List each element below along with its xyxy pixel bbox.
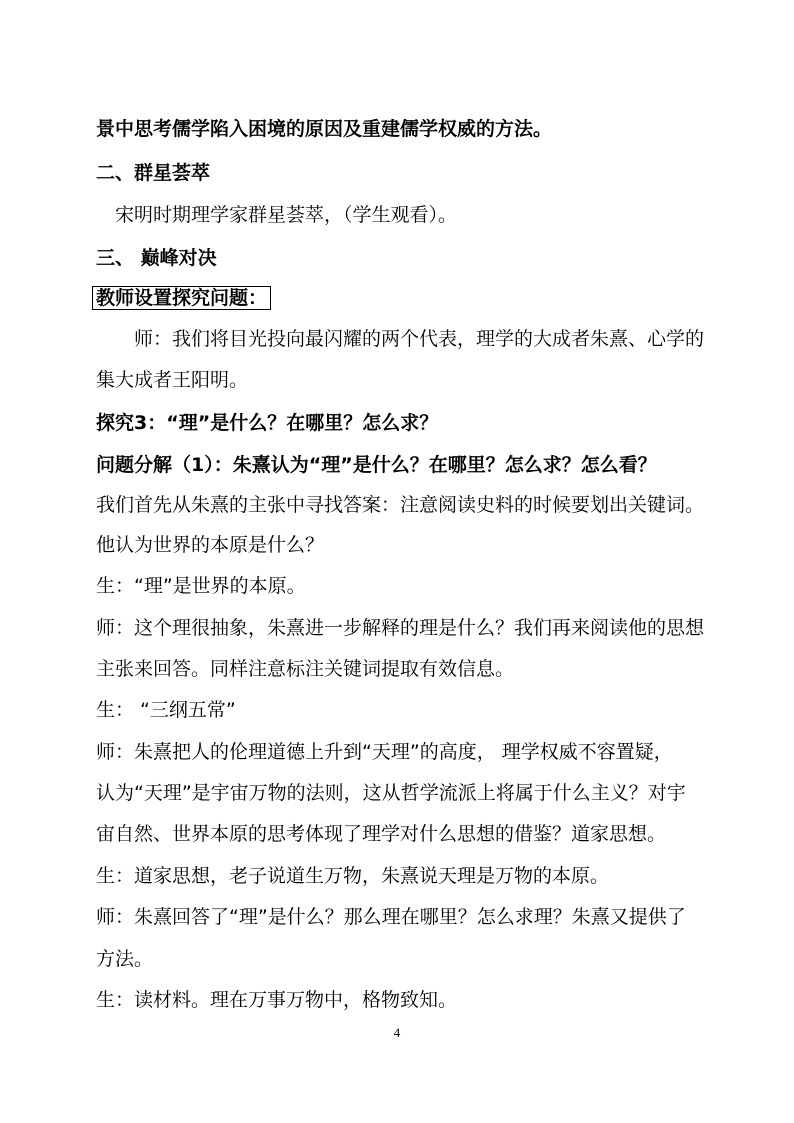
question-heading: 问题分解（1）：朱熹认为“理”是什么？在哪里？怎么求？怎么看？ [96, 454, 657, 476]
paragraph-line: 他认为世界的本原是什么？ [96, 534, 325, 556]
boxed-heading [96, 285, 271, 311]
boxed-heading-text: 教师设置探究问题： [92, 286, 271, 310]
paragraph-line: 方法。 [96, 948, 154, 970]
paragraph-line: 生：道家思想，老子说道生万物，朱熹说天理是万物的本原。 [96, 865, 610, 887]
paragraph-line: 宙自然、世界本原的思考体现了理学对什么思想的借鉴？道家思想。 [96, 823, 667, 845]
paragraph-line: 主张来回答。同样注意标注关键词提取有效信息。 [96, 658, 515, 680]
paragraph-line: 师：朱熹回答了“理”是什么？那么理在哪里？怎么求理？朱熹又提供了 [96, 906, 686, 928]
section-heading: 三、 巅峰对决 [96, 247, 217, 269]
paragraph-line: 宋明时期理学家群星荟萃，（学生观看）。 [115, 204, 458, 226]
section-heading: 二、群星荟萃 [96, 162, 211, 184]
paragraph-line: 景中思考儒学陷入困境的原因及重建儒学权威的方法。 [96, 118, 553, 140]
question-heading: 探究3：“理”是什么？在哪里？怎么求？ [96, 412, 439, 434]
paragraph-line: 师：朱熹把人的伦理道德上升到“天理”的高度， 理学权威不容置疑， [96, 741, 673, 763]
paragraph-line: 师：我们将目光投向最闪耀的两个代表，理学的大成者朱熹、心学的 [134, 328, 705, 350]
paragraph-line: 生：“理”是世界的本原。 [96, 575, 306, 597]
paragraph-line: 生： “三纲五常” [96, 699, 236, 721]
paragraph-line: 集大成者王阳明。 [96, 369, 249, 391]
paragraph-line: 生：读材料。理在万事万物中，格物致知。 [96, 989, 458, 1011]
paragraph-line: 认为“天理”是宇宙万物的法则，这从哲学流派上将属于什么主义？对宇 [96, 782, 686, 804]
page-number: 4 [393, 1025, 401, 1040]
paragraph-line: 我们首先从朱熹的主张中寻找答案：注意阅读史料的时候要划出关键词。 [96, 494, 705, 516]
paragraph-line: 师：这个理很抽象，朱熹进一步解释的理是什么？我们再来阅读他的思想 [96, 617, 705, 639]
